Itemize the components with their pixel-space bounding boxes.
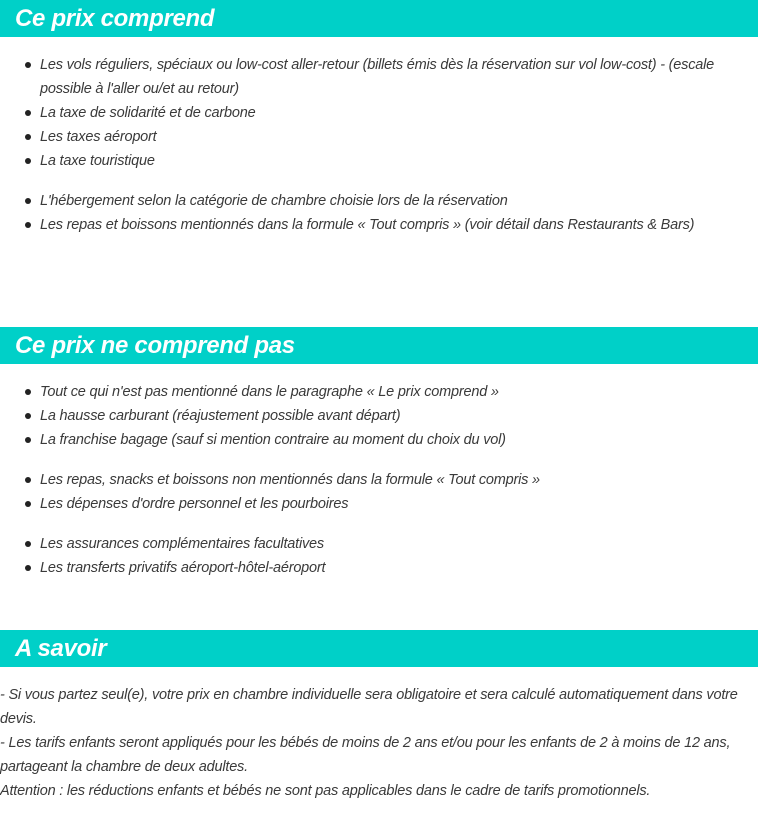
list-item: Les vols réguliers, spéciaux ou low-cost aller-retour (billets émis dès la réservation sur vol low-cost) - (escale possible à l'aller ou/et au retour) xyxy=(0,53,740,101)
list-item: La taxe touristique xyxy=(0,149,740,173)
list-item: L'hébergement selon la catégorie de chambre choisie lors de la réservation xyxy=(0,189,740,213)
list-item: Tout ce qui n'est pas mentionné dans le paragraphe « Le prix comprend » xyxy=(0,380,740,404)
list-item: La franchise bagage (sauf si mention contraire au moment du choix du vol) xyxy=(0,428,740,452)
section-header-not-included: Ce prix ne comprend pas xyxy=(0,327,758,364)
info-note-attention: Attention : les réductions enfants et bébés ne sont pas applicables dans le cadre de tarifs promotionnels. xyxy=(0,783,651,799)
included-list xyxy=(0,53,740,237)
list-item: Les dépenses d'ordre personnel et les pourboires xyxy=(0,492,740,516)
list-item: La taxe de solidarité et de carbone xyxy=(0,101,740,125)
list-item: Les repas et boissons mentionnés dans la formule « Tout compris » (voir détail dans Restaurants & Bars) xyxy=(0,213,740,237)
list-item: La hausse carburant (réajustement possible avant départ) xyxy=(0,404,740,428)
list-item: Les taxes aéroport xyxy=(0,125,740,149)
info-note-children: - Les tarifs enfants seront appliqués pour les bébés de moins de 2 ans et/ou pour les enfants de 2 à moins de 12 ans, partageant la chambre de deux adultes. xyxy=(0,735,731,775)
list-item: Les repas, snacks et boissons non mentionnés dans la formule « Tout compris » xyxy=(0,468,740,492)
info-note-solo: - Si vous partez seul(e), votre prix en chambre individuelle sera obligatoire et sera calculé automatiquement dans votre devis. xyxy=(0,687,738,727)
list-item: Les assurances complémentaires facultatives xyxy=(0,532,740,556)
section-header-included: Ce prix comprend xyxy=(0,0,758,37)
not-included-list xyxy=(0,380,740,580)
list-item: Les transferts privatifs aéroport-hôtel-aéroport xyxy=(0,556,740,580)
section-header-good-to-know: A savoir xyxy=(0,630,758,667)
